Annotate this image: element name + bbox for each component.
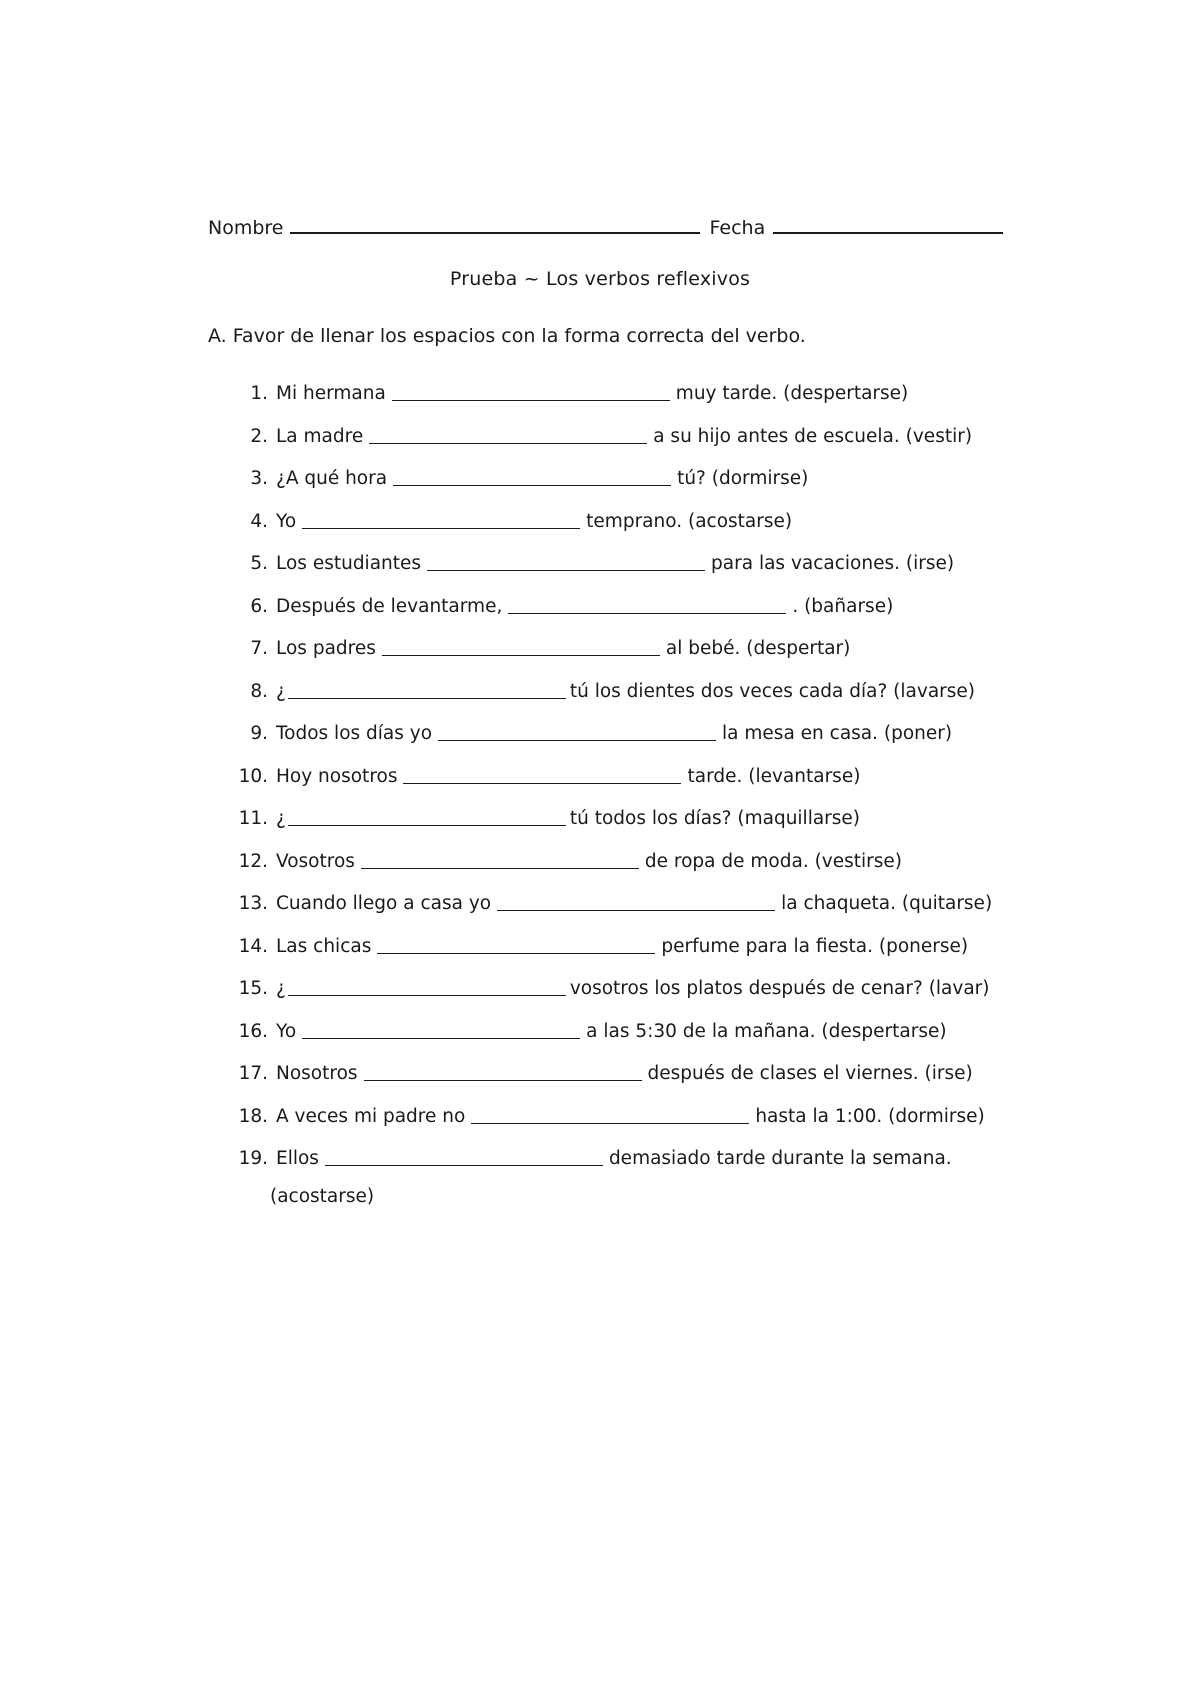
item-number: 6. (250, 595, 268, 617)
item-prompt-after: . (bañarse) (792, 595, 894, 617)
item-prompt-after: tú los dientes dos veces cada día? (lavarse) (569, 680, 976, 702)
answer-blank[interactable] (288, 981, 566, 996)
date-label: Fecha (709, 217, 766, 239)
answer-blank[interactable] (508, 599, 786, 614)
item-number: 8. (250, 680, 268, 702)
answer-blank[interactable] (471, 1109, 749, 1124)
page-title: Prueba ~ Los verbos reflexivos (449, 268, 751, 290)
answer-blank[interactable] (288, 684, 566, 699)
item-prompt-before: Hoy nosotros (276, 765, 398, 787)
item-prompt-before: Nosotros (276, 1063, 358, 1084)
item-prompt-before: Yo (276, 510, 297, 532)
list-item (238, 766, 1058, 809)
item-number: 11. (238, 808, 268, 829)
item-19-continuation: (acostarse) (270, 1186, 375, 1207)
item-number: 4. (250, 510, 268, 532)
item-prompt-before: La madre (276, 425, 364, 447)
item-prompt-before: Las chicas (276, 935, 372, 957)
item-prompt-after: tú? (dormirse) (677, 468, 809, 489)
item-number: 2. (250, 425, 268, 447)
answer-blank[interactable] (427, 556, 705, 571)
item-prompt-after: hasta la 1:00. (dormirse) (755, 1105, 985, 1127)
item-prompt-after: vosotros los platos después de cenar? (lavar) (569, 978, 990, 999)
item-prompt-before: Vosotros (276, 850, 355, 872)
item-prompt-after: para las vacaciones. (irse) (711, 553, 955, 574)
list-item (238, 936, 1058, 979)
item-prompt-after: a su hijo antes de escuela. (vestir) (653, 425, 973, 447)
item-number: 18. (238, 1105, 268, 1127)
list-item (238, 638, 1058, 681)
answer-blank[interactable] (325, 1151, 603, 1166)
item-number: 12. (238, 850, 268, 872)
item-number: 7. (250, 638, 268, 659)
list-item (238, 851, 1058, 894)
item-prompt-before: Todos los días yo (276, 723, 433, 744)
name-blank[interactable] (290, 214, 700, 234)
list-item (238, 978, 1058, 1021)
item-number: 5. (250, 553, 268, 574)
item-prompt-before: ¿ (276, 978, 286, 999)
list-item (238, 596, 1058, 639)
answer-blank[interactable] (382, 641, 660, 656)
list-item (238, 426, 1058, 469)
answer-blank[interactable] (438, 726, 716, 741)
item-prompt-before: Yo (276, 1020, 297, 1042)
item-prompt-before: Ellos (276, 1148, 319, 1169)
list-item (238, 893, 1058, 936)
instructions: A. Favor de llenar los espacios con la forma correcta del verbo. (208, 325, 806, 347)
list-item (238, 468, 1058, 511)
answer-blank[interactable] (377, 939, 655, 954)
answer-blank[interactable] (497, 896, 775, 911)
answer-blank[interactable] (369, 429, 647, 444)
list-item (238, 1106, 1058, 1149)
answer-blank[interactable] (302, 1024, 580, 1039)
exercise-list (238, 383, 1058, 1191)
item-number: 1. (250, 383, 268, 404)
item-prompt-before: ¿ (276, 680, 286, 702)
answer-blank[interactable] (302, 514, 580, 529)
item-prompt-after: de ropa de moda. (vestirse) (644, 850, 903, 872)
item-prompt-before: Mi hermana (276, 383, 386, 404)
item-prompt-after: la chaqueta. (quitarse) (781, 893, 993, 914)
list-item (238, 1063, 1058, 1106)
list-item (238, 511, 1058, 554)
list-item (238, 1148, 1058, 1191)
item-prompt-before: ¿A qué hora (276, 468, 388, 489)
item-number: 19. (238, 1148, 268, 1169)
item-number: 10. (238, 765, 268, 787)
item-prompt-before: Los estudiantes (276, 553, 422, 574)
item-prompt-before: A veces mi padre no (276, 1105, 466, 1127)
item-prompt-before: Después de levantarme, (276, 595, 503, 617)
answer-blank[interactable] (288, 811, 566, 826)
item-prompt-after: la mesa en casa. (poner) (722, 723, 953, 744)
item-number: 15. (238, 978, 268, 999)
item-prompt-after: muy tarde. (despertarse) (675, 383, 909, 404)
item-prompt-after: perfume para la fiesta. (ponerse) (661, 935, 969, 957)
name-label: Nombre (208, 217, 284, 239)
item-number: 16. (238, 1020, 268, 1042)
item-prompt-before: Cuando llego a casa yo (276, 893, 492, 914)
list-item (238, 723, 1058, 766)
list-item (238, 1021, 1058, 1064)
item-prompt-before: Los padres (276, 638, 376, 659)
list-item (238, 383, 1058, 426)
answer-blank[interactable] (361, 854, 639, 869)
item-number: 13. (238, 893, 268, 914)
answer-blank[interactable] (392, 386, 670, 401)
item-prompt-after: después de clases el viernes. (irse) (647, 1063, 973, 1084)
item-prompt-after: temprano. (acostarse) (586, 510, 793, 532)
item-prompt-after: demasiado tarde durante la semana. (608, 1148, 952, 1169)
item-number: 3. (250, 468, 268, 489)
item-prompt-after: tú todos los días? (maquillarse) (569, 808, 861, 829)
list-item (238, 553, 1058, 596)
header-row (208, 214, 1008, 239)
answer-blank[interactable] (364, 1066, 642, 1081)
answer-blank[interactable] (403, 769, 681, 784)
item-prompt-after: tarde. (levantarse) (687, 765, 861, 787)
item-number: 9. (250, 723, 268, 744)
item-number: 14. (238, 935, 268, 957)
item-prompt-after: al bebé. (despertar) (665, 638, 851, 659)
item-number: 17. (238, 1063, 268, 1084)
answer-blank[interactable] (393, 471, 671, 486)
list-item (238, 808, 1058, 851)
date-blank[interactable] (773, 214, 1003, 234)
item-prompt-before: ¿ (276, 808, 286, 829)
item-prompt-after: a las 5:30 de la mañana. (despertarse) (586, 1020, 947, 1042)
list-item (238, 681, 1058, 724)
